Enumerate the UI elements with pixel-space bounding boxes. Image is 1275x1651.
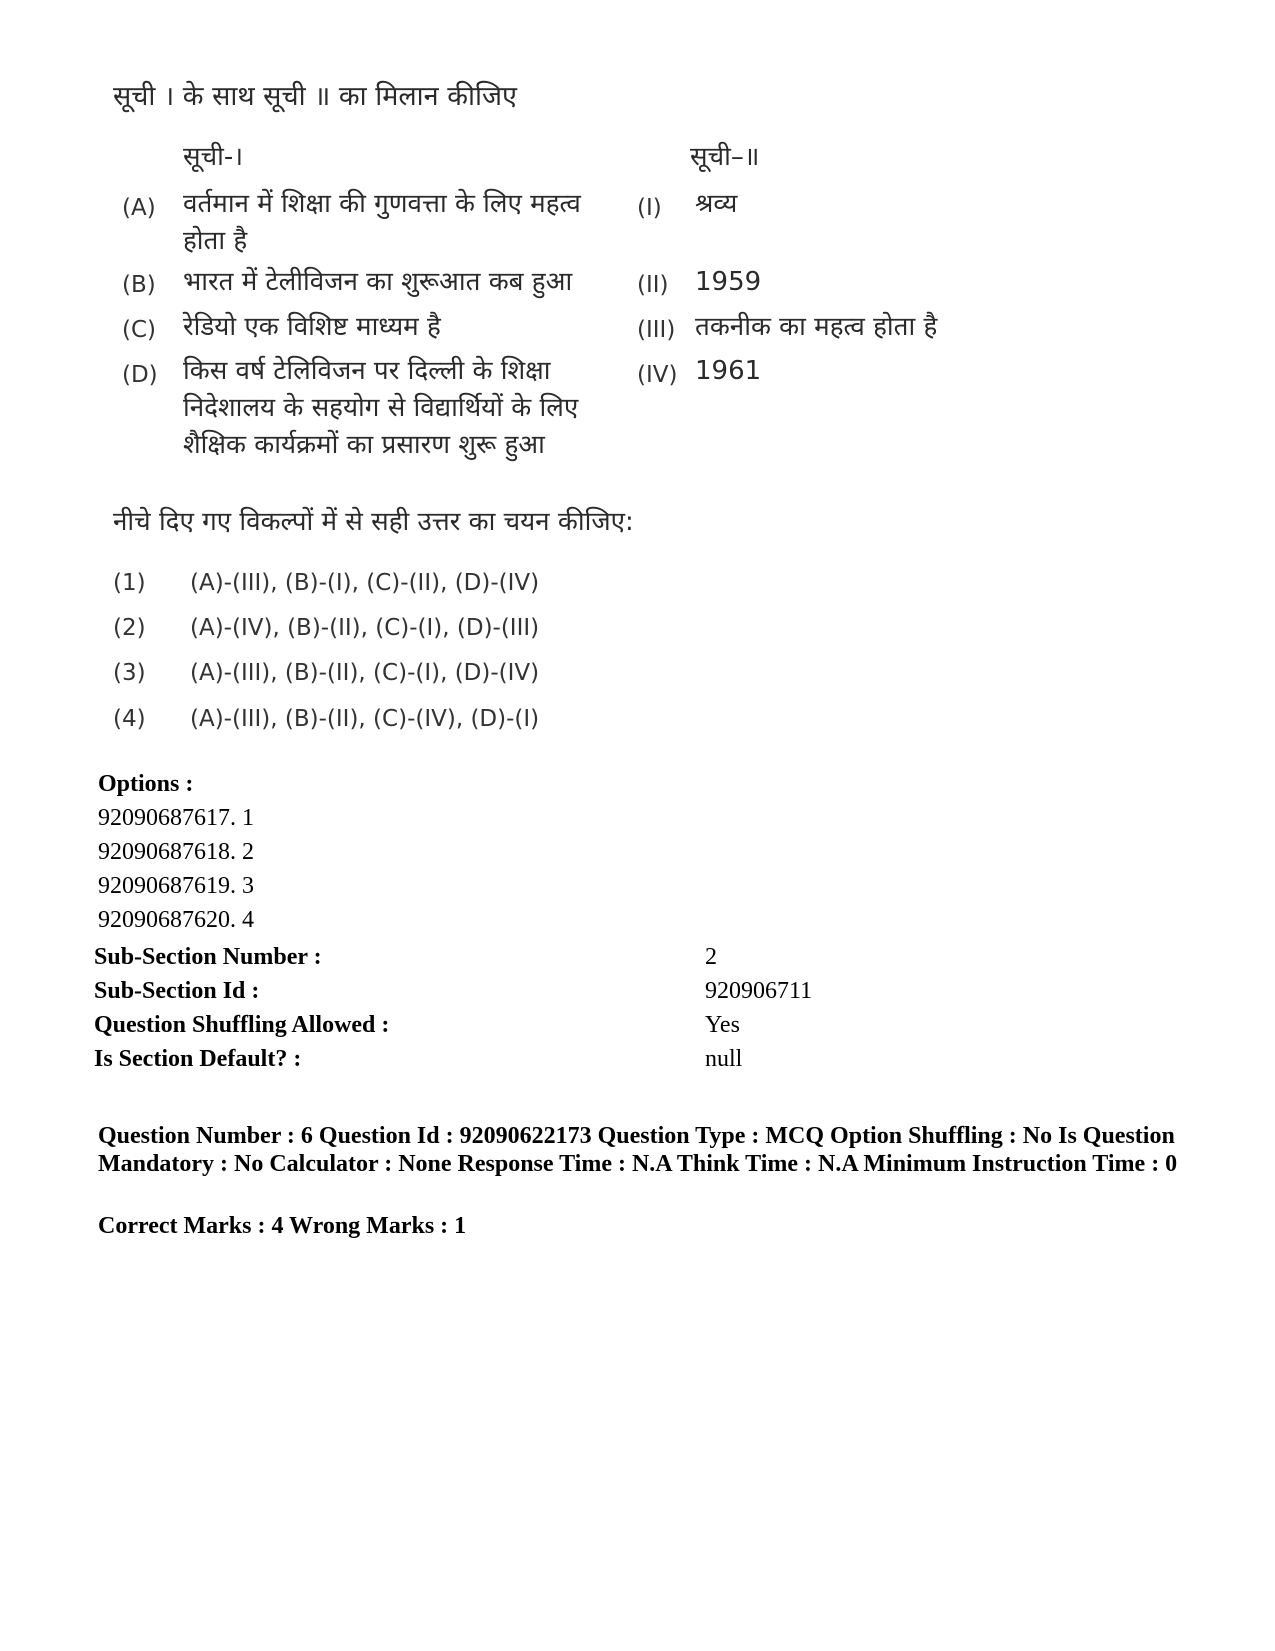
- list1-item-a-line2: होता है: [183, 226, 248, 256]
- list2-item-i: श्रव्य: [695, 189, 738, 219]
- question-info: Question Number : 6 Question Id : 92090622173 Question Type : MCQ Option Shuffling : No Is Question Mandatory : No Calculator : None Response Time : N.A Think Time : N.A Minimum Instruction Time : 0: [98, 1123, 1178, 1177]
- list2-label: (III): [637, 317, 676, 343]
- subsection-id-label: Sub-Section Id :: [94, 978, 260, 1004]
- list1-item-d-line2: निदेशालय के सहयोग से विद्यार्थियों के लिए: [183, 393, 579, 423]
- question-shuffling-value: Yes: [705, 1012, 740, 1038]
- subsection-number-label: Sub-Section Number :: [94, 944, 322, 970]
- options-heading: Options :: [98, 771, 194, 797]
- option-id-line: 92090687618. 2: [98, 839, 254, 865]
- section-default-label: Is Section Default? :: [94, 1046, 302, 1072]
- choice-number: (2): [113, 615, 146, 641]
- choice-text: (A)-(IV), (B)-(II), (C)-(I), (D)-(III): [190, 615, 540, 641]
- choice-number: (1): [113, 570, 146, 596]
- list2-item-ii: 1959: [695, 267, 762, 297]
- list2-heading: सूची–॥: [690, 142, 760, 172]
- list1-item-b-line1: भारत में टेलीविजन का शुरूआत कब हुआ: [183, 267, 573, 297]
- option-id-line: 92090687620. 4: [98, 907, 254, 933]
- list1-label: (A): [122, 195, 156, 221]
- question-shuffling-label: Question Shuffling Allowed :: [94, 1012, 390, 1038]
- list2-item-iii: तकनीक का महत्व होता है: [695, 312, 938, 342]
- option-id-line: 92090687619. 3: [98, 873, 254, 899]
- list2-item-iv: 1961: [695, 356, 762, 386]
- list1-heading: सूची-।: [183, 142, 244, 172]
- list1-item-d-line1: किस वर्ष टेलिविजन पर दिल्ली के शिक्षा: [183, 356, 551, 386]
- option-id-line: 92090687617. 1: [98, 805, 254, 831]
- choice-text: (A)-(III), (B)-(I), (C)-(II), (D)-(IV): [190, 570, 540, 596]
- subsection-number-value: 2: [705, 944, 717, 970]
- question-marks: Correct Marks : 4 Wrong Marks : 1: [98, 1213, 467, 1239]
- choice-number: (3): [113, 660, 146, 686]
- section-default-value: null: [705, 1046, 743, 1072]
- choice-text: (A)-(III), (B)-(II), (C)-(I), (D)-(IV): [190, 660, 540, 686]
- list1-item-d-line3: शैक्षिक कार्यक्रमों का प्रसारण शुरू हुआ: [183, 430, 545, 460]
- select-instruction: नीचे दिए गए विकल्पों में से सही उत्तर का चयन कीजिए:: [113, 507, 634, 537]
- list2-label: (I): [637, 195, 662, 221]
- list1-label: (D): [122, 362, 158, 388]
- choice-text: (A)-(III), (B)-(II), (C)-(IV), (D)-(I): [190, 706, 540, 732]
- list2-label: (II): [637, 272, 669, 298]
- question-instruction: सूची । के साथ सूची ॥ का मिलान कीजिए: [113, 81, 517, 112]
- list1-label: (C): [122, 317, 157, 343]
- list1-item-a-line1: वर्तमान में शिक्षा की गुणवत्ता के लिए महत्व: [183, 189, 581, 219]
- subsection-id-value: 920906711: [705, 978, 813, 1004]
- list2-label: (IV): [637, 362, 678, 388]
- choice-number: (4): [113, 706, 146, 732]
- list1-item-c-line1: रेडियो एक विशिष्ट माध्यम है: [183, 312, 441, 342]
- list1-label: (B): [122, 272, 156, 298]
